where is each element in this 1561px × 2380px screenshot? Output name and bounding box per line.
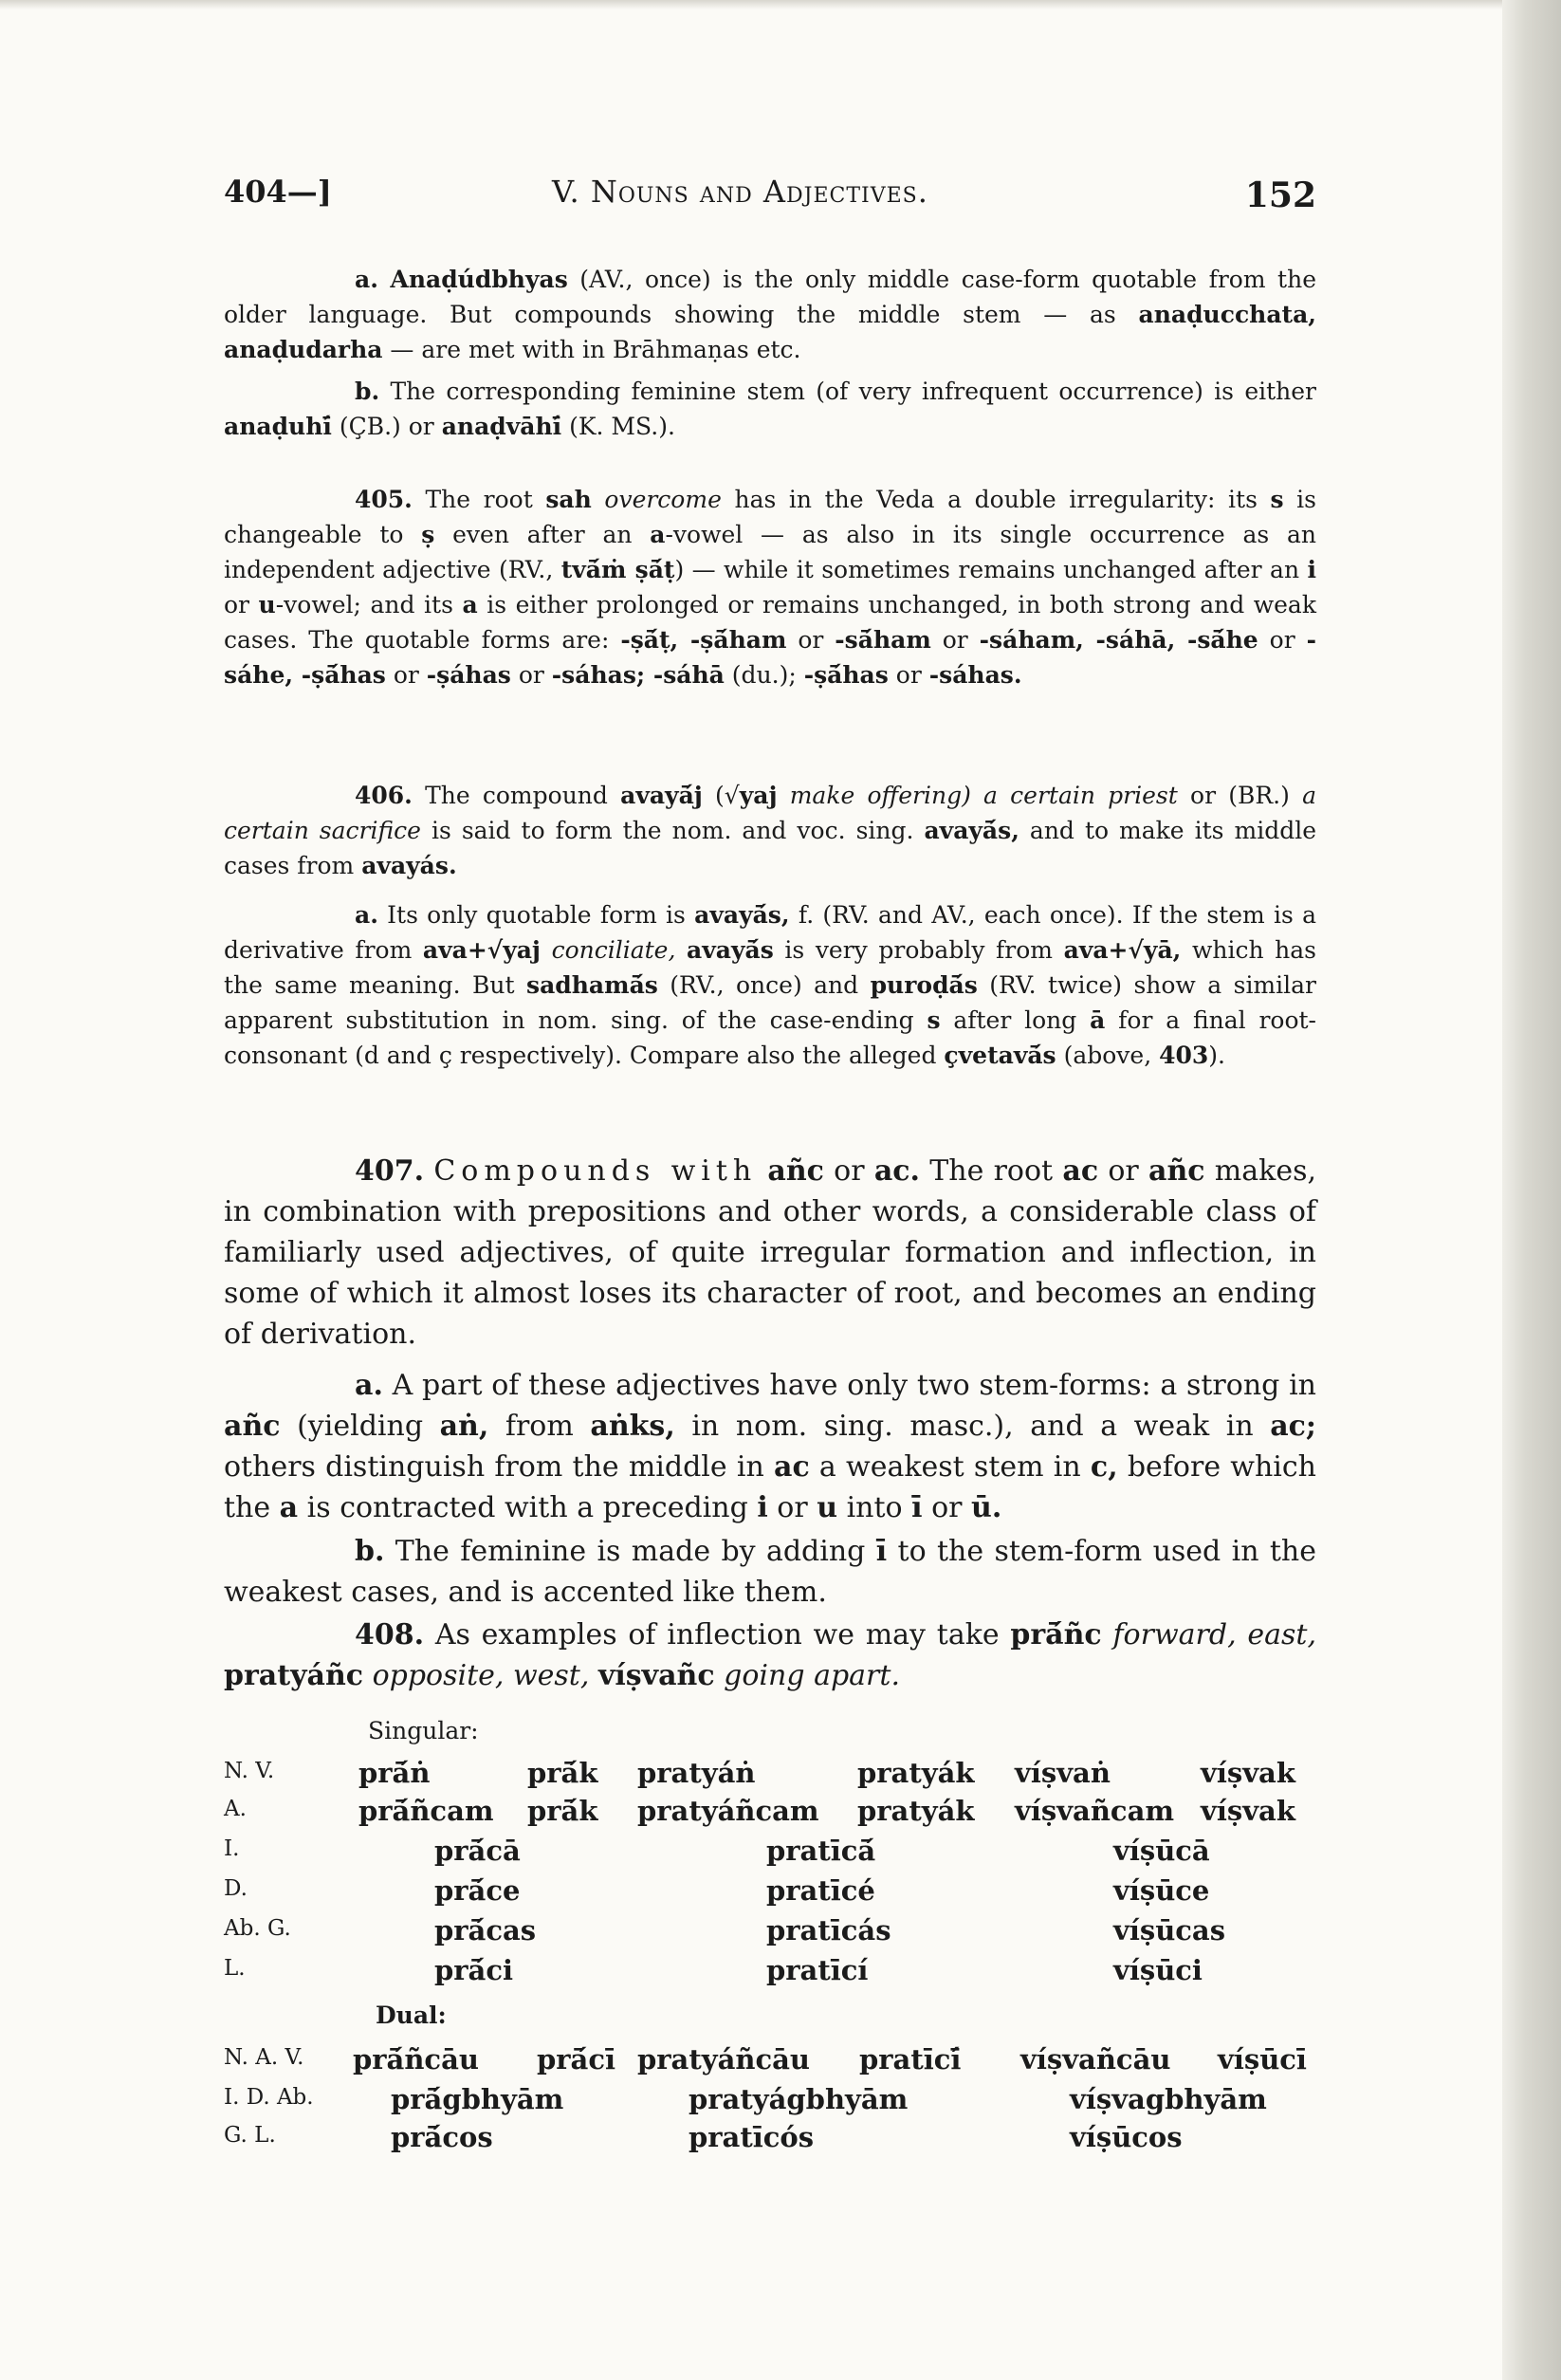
table-cell: prā́cas xyxy=(434,1914,537,1946)
running-header xyxy=(224,174,1316,221)
table-cell: prā́cā xyxy=(434,1835,521,1867)
page-number: 152 xyxy=(1244,175,1316,215)
table-cell: víṣūcos xyxy=(1070,2121,1183,2153)
table-cell: pratyák xyxy=(857,1795,975,1827)
table-cell: prā́cos xyxy=(391,2121,493,2153)
table-cell: víṣūce xyxy=(1113,1874,1210,1907)
table-cell: pratīcī́ xyxy=(859,2043,962,2076)
paragraph-406a: a. Its only quotable form is avayā́s, f. (RV. and AV., each once). If the stem is a derivative from ava+√yaj conciliate, avayā́s is very probably from ava+√yā, which has the same meaning. But sadhamā́s (RV., once) and puroḍā́s (RV. twice) show a similar apparent substitution in nom. sing. of the case-ending s after long ā for a final root-consonant (d and ç respectively). Compare also the alleged çvetavā́s (above, 403). xyxy=(224,901,1316,1069)
table-cell: pratyágbhyām xyxy=(689,2083,909,2115)
table-cell: pratyák xyxy=(857,1757,975,1789)
table-cell: víṣvañcam xyxy=(1015,1795,1175,1827)
table-cell: pratīcā́ xyxy=(766,1835,876,1867)
case-label: D. xyxy=(224,1876,248,1901)
table-cell: pratyáṅ xyxy=(637,1757,756,1789)
table-cell: pratīcé xyxy=(766,1874,875,1907)
paragraph-404b: b. The corresponding feminine stem (of very infrequent occurrence) is either anaḍuhī́ (ÇB.) or anaḍvāhī́ (K. MS.). xyxy=(224,378,1316,440)
table-cell: víṣvak xyxy=(1201,1757,1295,1789)
inflection-paradigm xyxy=(224,1717,1316,2172)
paragraph-408: 408. As examples of inflection we may take prā́ñc forward, east, pratyáñc opposite, west, víṣvañc going apart. xyxy=(224,1618,1316,1692)
case-label: I. D. Ab. xyxy=(224,2085,314,2110)
table-cell: víṣvagbhyām xyxy=(1070,2083,1267,2115)
case-label: A. xyxy=(224,1797,247,1821)
paragraph-407a: a. A part of these adjectives have only two stem-forms: a strong in añc (yielding aṅ, from aṅks, in nom. sing. masc.), and a weak in ac; others distinguish from the middle in ac a weakest stem in c, before which the a is contracted with a preceding i or u into ī or ū. xyxy=(224,1369,1316,1524)
case-label: I. xyxy=(224,1836,240,1861)
table-cell: víṣūcas xyxy=(1113,1914,1226,1946)
table-cell: víṣūci xyxy=(1113,1954,1203,1986)
paragraph-407: 407. Compounds with añc or ac. The root ac or añc makes, in combination with prepositions and other words, a considerable class of familiarly used adjectives, of quite irregular formation and inflection, in some of which it almost loses its character of root, and becomes an ending of derivation. xyxy=(224,1154,1316,1351)
case-label: N. A. V. xyxy=(224,2045,304,2070)
table-cell: víṣūcā xyxy=(1113,1835,1210,1867)
table-cell: prā́cī xyxy=(537,2043,616,2076)
paragraph-406: 406. The compound avayā́j (√yaj make offering) a certain priest or (BR.) a certain sacrifice is said to form the nom. and voc. sing. avayā́s, and to make its middle cases from avayás. xyxy=(224,782,1316,879)
page-top-edge xyxy=(0,0,1561,9)
table-cell: pratyáñcāu xyxy=(637,2043,811,2076)
table-cell: pratyáñcam xyxy=(637,1795,819,1827)
case-label: L. xyxy=(224,1956,246,1981)
table-cell: víṣvaṅ xyxy=(1015,1757,1111,1789)
table-cell: prā́ci xyxy=(434,1954,514,1986)
paragraph-405: 405. The root sah overcome has in the Veda a double irregularity: its s is changeable to ṣ even after an a-vowel — as also in its single occurrence as an independent adjective (RV., tvā́ṁ ṣā́ṭ) — while it sometimes remains unchanged after an i or u-vowel; and its a is either prolonged or remains unchanged, in both strong and weak cases. The quotable forms are: -ṣā́ṭ, -ṣā́ham or -sā́ham or -sáham, -sáhā, -sā́he or -sáhe, -ṣā́has or -ṣáhas or -sáhas; -sáhā (du.); -ṣā́has or -sáhas. xyxy=(224,486,1317,689)
paragraph-404a: a. Anaḍúdbhyas (AV., once) is the only middle case-form quotable from the older language. But compounds showing the middle stem — as anaḍucchata, anaḍudarha — are met with in Brāhmaṇas etc. xyxy=(224,266,1316,363)
table-cell: víṣvañcāu xyxy=(1020,2043,1171,2076)
case-label: G. L. xyxy=(224,2123,276,2148)
table-cell: prā́ṅ xyxy=(358,1757,431,1789)
table-cell: pratīcí xyxy=(766,1954,869,1986)
section-reference: 404—] xyxy=(224,174,332,210)
table-cell: víṣvak xyxy=(1201,1795,1295,1827)
dual-label: Dual: xyxy=(376,2002,447,2029)
table-cell: prā́ñcāu xyxy=(353,2043,479,2076)
case-label: N. V. xyxy=(224,1759,275,1783)
page-binding-edge xyxy=(1502,0,1561,2380)
table-cell: pratīcós xyxy=(689,2121,815,2153)
table-cell: prā́k xyxy=(527,1757,598,1789)
table-cell: prā́ce xyxy=(434,1874,521,1907)
table-cell: prā́ñcam xyxy=(358,1795,494,1827)
case-label: Ab. G. xyxy=(224,1916,291,1941)
paragraph-407b: b. The feminine is made by adding ī to the stem-form used in the weakest cases, and is accented like them. xyxy=(224,1535,1317,1609)
table-cell: prā́k xyxy=(527,1795,598,1827)
table-cell: pratīcás xyxy=(766,1914,891,1946)
table-cell: prā́gbhyām xyxy=(391,2083,564,2115)
chapter-title: V. Nouns and Adjectives. xyxy=(552,174,928,210)
table-cell: víṣūcī xyxy=(1218,2043,1307,2076)
singular-label: Singular: xyxy=(368,1717,479,1744)
